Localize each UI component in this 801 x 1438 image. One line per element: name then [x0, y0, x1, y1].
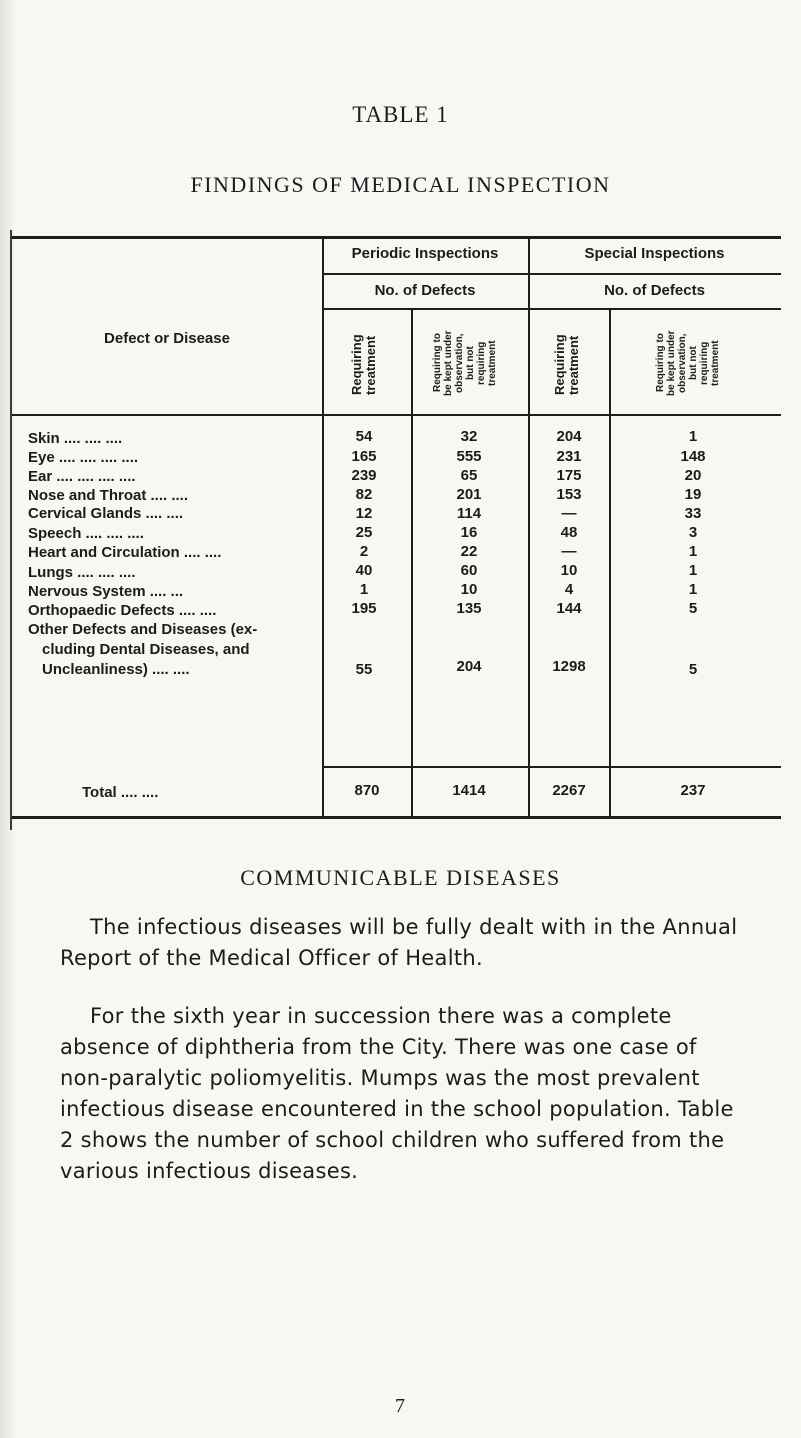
cell: 16: [460, 524, 478, 541]
subgroup-rule: [322, 308, 781, 310]
row-label: Nervous System .... ...: [28, 583, 184, 600]
cell: 1298: [552, 658, 586, 675]
cell: 32: [460, 428, 478, 445]
subheader-periodic: No. of Defects: [374, 282, 476, 299]
cell: 4: [564, 581, 574, 598]
cell: 10: [560, 562, 578, 579]
cell: 22: [460, 543, 478, 560]
row-label: Heart and Circulation .... ....: [28, 544, 222, 561]
row-label: Lungs .... .... ....: [28, 564, 136, 581]
cell: 144: [556, 600, 582, 617]
table-label: TABLE 1: [352, 102, 449, 127]
row-label: Ear .... .... .... ....: [28, 468, 136, 485]
total-cell: 2267: [552, 782, 586, 799]
cell: 20: [684, 467, 702, 484]
col-head-periodic-treatment: Requiring treatment: [349, 334, 378, 396]
cell: 65: [460, 467, 478, 484]
cell: 135: [456, 600, 482, 617]
cell: 19: [684, 486, 702, 503]
cell: 1: [688, 428, 698, 445]
page-number: 7: [395, 1395, 405, 1417]
total-top-rule: [322, 766, 781, 768]
cell: 153: [556, 486, 582, 503]
group-header-special: Special Inspections: [584, 245, 725, 262]
total-cell: 237: [680, 782, 706, 799]
paragraph: The infectious diseases will be fully dealt with in the Annual Report of the Medical Officer of Health.: [60, 915, 738, 970]
cell: 201: [456, 486, 482, 503]
cell: 1: [359, 581, 369, 598]
cell: 114: [456, 505, 482, 522]
cell: 1: [688, 581, 698, 598]
cell: —: [561, 505, 577, 522]
row-label: Nose and Throat .... ....: [28, 487, 189, 504]
cell: 82: [355, 486, 373, 503]
cell: 555: [456, 448, 482, 465]
cell: 204: [556, 428, 582, 445]
defect-header: Defect or Disease: [104, 330, 230, 347]
cell: 195: [351, 600, 377, 617]
header-bottom-rule: [12, 414, 781, 416]
group-header-periodic: Periodic Inspections: [351, 245, 499, 262]
row-label-line-2: cluding Dental Diseases, and: [42, 641, 250, 658]
cell: 165: [351, 448, 377, 465]
cell: 204: [456, 658, 482, 675]
cell: 25: [355, 524, 373, 541]
cell: 48: [560, 524, 578, 541]
total-cell: 870: [354, 782, 380, 799]
row-label: Eye .... .... .... ....: [28, 449, 139, 466]
col-rule-2: [411, 308, 413, 816]
total-label: Total .... ....: [82, 784, 159, 801]
row-label-line-1: Other Defects and Diseases (ex-: [28, 621, 258, 638]
cell: 1: [688, 562, 698, 579]
cell: 60: [460, 562, 478, 579]
cell: 239: [351, 467, 377, 484]
col-head-special-treatment: Requiring treatment: [552, 334, 581, 396]
cell: 5: [688, 600, 698, 617]
row-label-line-3: Uncleanliness) .... ....: [42, 661, 190, 678]
cell: —: [561, 543, 577, 560]
total-cell: 1414: [452, 782, 486, 799]
cell: 33: [684, 505, 702, 522]
cell: 2: [359, 543, 369, 560]
subheader-special: No. of Defects: [604, 282, 705, 299]
row-label: Cervical Glands .... ....: [28, 505, 184, 522]
cell: 5: [688, 661, 698, 678]
cell: 54: [355, 428, 373, 445]
row-label: Speech .... .... ....: [28, 525, 144, 542]
col-rule-4: [609, 308, 611, 816]
row-label: Orthopaedic Defects .... ....: [28, 602, 217, 619]
findings-table: [12, 236, 781, 820]
cell: 10: [460, 581, 478, 598]
cell: 148: [680, 448, 706, 465]
cell: 175: [556, 467, 582, 484]
col-head-periodic-observation: Requiring to be kept under observation, but not requiring treatment: [432, 330, 498, 396]
row-label: Skin .... .... ....: [28, 430, 123, 447]
cell: 40: [355, 562, 373, 579]
table-bottom-rule: [12, 816, 781, 819]
section-heading: COMMUNICABLE DISEASES: [240, 865, 561, 890]
col-head-special-observation: Requiring to be kept under observation, but not requiring treatment: [655, 330, 721, 396]
cell: 231: [556, 448, 582, 465]
table-top-rule: [12, 236, 781, 239]
cell: 12: [355, 505, 373, 522]
cell: 55: [355, 661, 373, 678]
cell: 3: [688, 524, 698, 541]
group-rule: [322, 273, 781, 275]
paragraph: For the sixth year in succession there was a complete absence of diphtheria from the City. There was one case of non-paralytic poliomyelitis. Mumps was the most prevalent infectious disease encountered in the school population. Table 2 shows the number of school children who suffered from the various infectious diseases.: [60, 1004, 734, 1183]
cell: 1: [688, 543, 698, 560]
page-title: FINDINGS OF MEDICAL INSPECTION: [190, 172, 611, 197]
